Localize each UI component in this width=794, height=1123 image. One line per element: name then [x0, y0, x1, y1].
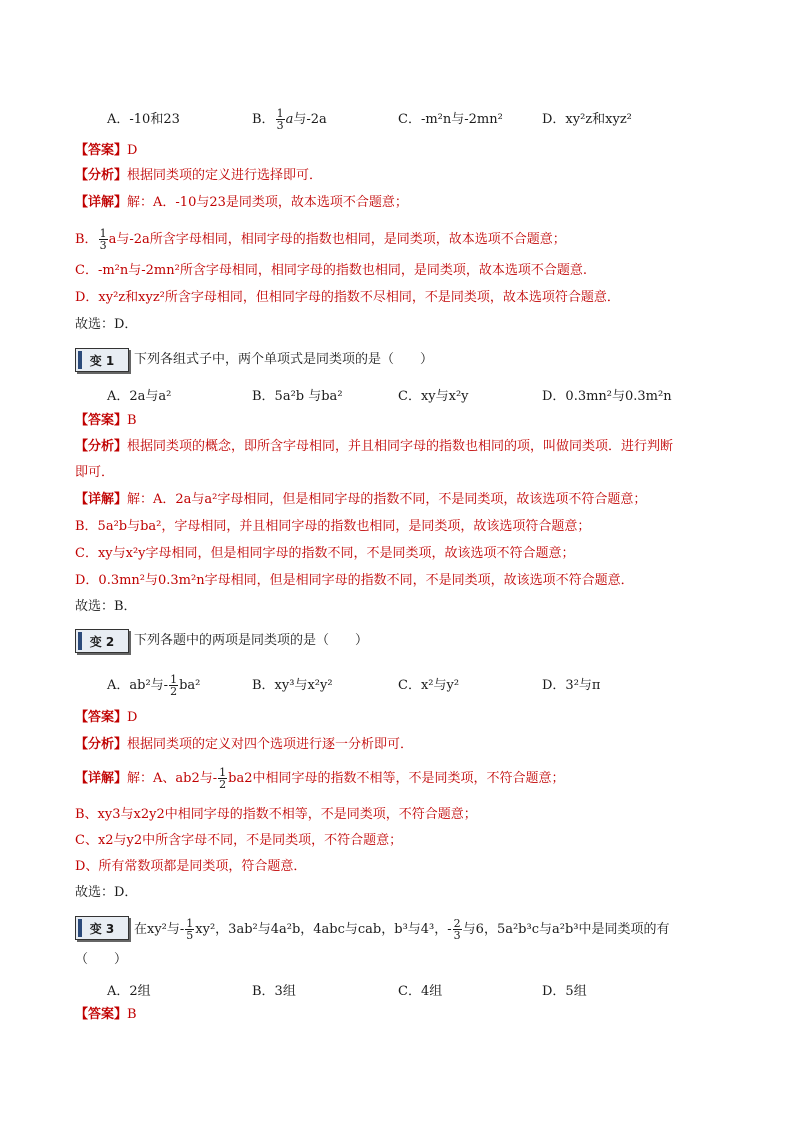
v2-option-a-suffix: ba²	[179, 678, 201, 693]
v3-question-part3: 与6，5a²b³c与a²b³中是同类项的有	[462, 922, 670, 937]
answer-tag: 【答案】	[75, 413, 128, 428]
q0-option-b-var: a	[285, 112, 294, 127]
q0-option-d: D．xy²z和xyz²	[542, 112, 632, 127]
analysis-text: 根据同类项的概念，即所含字母相同，并且相同字母的指数也相同的项，叫做同类项．进行判断	[127, 439, 674, 454]
v3-question	[134, 918, 670, 941]
v3-question-fraction1	[185, 918, 194, 941]
v1-badge	[75, 348, 129, 372]
detail-tag: 【详解】	[75, 771, 128, 786]
detail-b-fraction	[99, 228, 108, 251]
v1-option-b: B．5a²b 与ba²	[252, 389, 343, 404]
q0-option-b-fraction	[276, 108, 285, 131]
fraction-numerator: 1	[99, 227, 107, 240]
v2-badge	[75, 629, 129, 653]
v2-option-c: C．x²与y²	[398, 678, 460, 693]
v1-option-a: A．2a与a²	[107, 389, 172, 404]
fraction-denominator: 3	[276, 119, 284, 132]
q0-option-c: C．-m²n与-2mn²	[398, 112, 503, 127]
detail-text: 解：A．-10与23是同类项，故本选项不合题意；	[127, 195, 408, 210]
detail-text: 解：A．2a与a²字母相同，但是相同字母的指数不同，不是同类项，故该选项不符合题意；	[127, 492, 647, 507]
fraction-numerator: 1	[170, 673, 178, 686]
v1-detail-c: C．xy与x²y字母相同，但是相同字母的指数不同，不是同类项，故该选项不符合题意；	[75, 546, 575, 561]
fraction-denominator: 3	[453, 929, 461, 942]
fraction-numerator: 1	[276, 107, 284, 120]
v2-analysis	[75, 736, 413, 754]
q0-detail-c: C．-m²n与-2mn²所含字母相同，相同字母的指数也相同，是同类项，故本选项不合题意.	[75, 263, 587, 278]
fraction-numerator: 1	[219, 766, 227, 779]
v2-option-b: B．xy³与x²y²	[252, 678, 333, 693]
detail-a-fraction	[218, 767, 227, 790]
v1-question: 下列各组式子中，两个单项式是同类项的是（ ）	[134, 352, 434, 367]
detail-tag: 【详解】	[75, 492, 128, 507]
q0-option-a: A．-10和23	[107, 112, 180, 127]
v1-analysis-line2: 即可．	[75, 465, 115, 480]
fraction-denominator: 2	[170, 685, 178, 698]
v2-detail-b: B、xy3与x2y2中相同字母的指数不相等，不是同类项，不符合题意；	[75, 807, 477, 822]
fraction-denominator: 2	[219, 778, 227, 791]
badge-label: 变 2	[89, 635, 115, 649]
detail-b-label: B．	[75, 232, 98, 247]
v1-detail-a	[75, 491, 646, 509]
badge-label: 变 1	[89, 354, 115, 368]
v3-question-part1: 在xy²与-	[134, 922, 185, 937]
q0-detail-a	[75, 194, 408, 212]
v2-conclusion: 故选：D．	[75, 885, 138, 900]
analysis-text: 根据同类项的定义对四个选项进行逐一分析即可．	[127, 737, 414, 752]
q0-option-b-label: B．	[252, 112, 275, 127]
answer-tag: 【答案】	[75, 710, 128, 725]
v2-option-d: D．3²与π	[542, 678, 601, 693]
v1-options	[0, 385, 794, 407]
analysis-tag: 【分析】	[75, 737, 128, 752]
v1-conclusion: 故选：B．	[75, 599, 137, 614]
v1-option-d: D．0.3mn²与0.3m²n	[542, 389, 672, 404]
answer-value: B	[127, 1007, 137, 1022]
detail-b-text: 所含字母相同，相同字母的指数也相同，是同类项，故本选项不合题意；	[149, 232, 566, 247]
q0-options	[0, 108, 794, 130]
analysis-tag: 【分析】	[75, 168, 128, 183]
fraction-numerator: 1	[186, 917, 194, 930]
q0-option-b-suffix: 与-2a	[293, 112, 327, 127]
detail-text: 解：A、ab2与-	[127, 771, 218, 786]
v2-detail-c: C、x2与y2中所含字母不同，不是同类项，不符合题意；	[75, 833, 403, 848]
answer-value: B	[127, 413, 137, 428]
v3-question-part2: xy²，3ab²与4a²b，4abc与cab，b³与4³，-	[195, 922, 452, 937]
v1-detail-b: B．5a²b与ba²，字母相同，并且相同字母的指数也相同，是同类项，故该选项符合题意；	[75, 519, 591, 534]
v3-options	[0, 980, 794, 1002]
v2-option-a-fraction	[169, 674, 178, 697]
detail-tag: 【详解】	[75, 195, 128, 210]
q0-answer	[75, 142, 137, 160]
v1-option-c: C．xy与x²y	[398, 389, 469, 404]
v2-options	[0, 674, 794, 696]
fraction-denominator: 3	[99, 239, 107, 252]
fraction-numerator: 2	[453, 917, 461, 930]
analysis-tag: 【分析】	[75, 439, 128, 454]
v2-question: 下列各题中的两项是同类项的是（ ）	[134, 633, 369, 648]
v1-analysis-line1	[75, 438, 673, 456]
answer-value: D	[127, 710, 138, 725]
v2-answer	[75, 709, 137, 727]
v2-option-a-label: A．ab²与-	[107, 678, 169, 693]
answer-tag: 【答案】	[75, 1007, 128, 1022]
v3-option-c: C．4组	[398, 984, 443, 999]
v2-detail-a	[75, 767, 564, 790]
detail-text-suffix: ba2中相同字母的指数不相等，不是同类项，不符合题意；	[228, 771, 565, 786]
badge-label: 变 3	[89, 922, 115, 936]
v2-detail-d: D、所有常数项都是同类项，符合题意．	[75, 859, 307, 874]
v3-option-b: B．3组	[252, 984, 296, 999]
v3-question-fraction2	[453, 918, 462, 941]
q0-analysis	[75, 167, 322, 185]
detail-b-var: a与-2a	[108, 232, 150, 247]
q0-detail-d: D．xy²z和xyz²所含字母相同，但相同字母的指数不尽相同，不是同类项，故本选项符合题意．	[75, 290, 620, 305]
v3-answer	[75, 1006, 137, 1024]
v3-option-d: D．5组	[542, 984, 587, 999]
v1-answer	[75, 412, 137, 430]
v2-option-a	[107, 674, 200, 697]
answer-tag: 【答案】	[75, 143, 128, 158]
fraction-denominator: 5	[186, 929, 194, 942]
v3-question-line2: （ ）	[75, 952, 128, 967]
v3-badge	[75, 916, 129, 940]
answer-value: D	[127, 143, 138, 158]
v3-option-a: A．2组	[107, 984, 151, 999]
q0-conclusion: 故选：D．	[75, 317, 138, 332]
q0-detail-b	[75, 228, 566, 251]
q0-option-b	[252, 108, 327, 131]
analysis-text: 根据同类项的定义进行选择即可．	[127, 168, 323, 183]
v1-detail-d: D．0.3mn²与0.3m²n字母相同，但是相同字母的指数不同，不是同类项，故该选项不符合题意．	[75, 573, 634, 588]
